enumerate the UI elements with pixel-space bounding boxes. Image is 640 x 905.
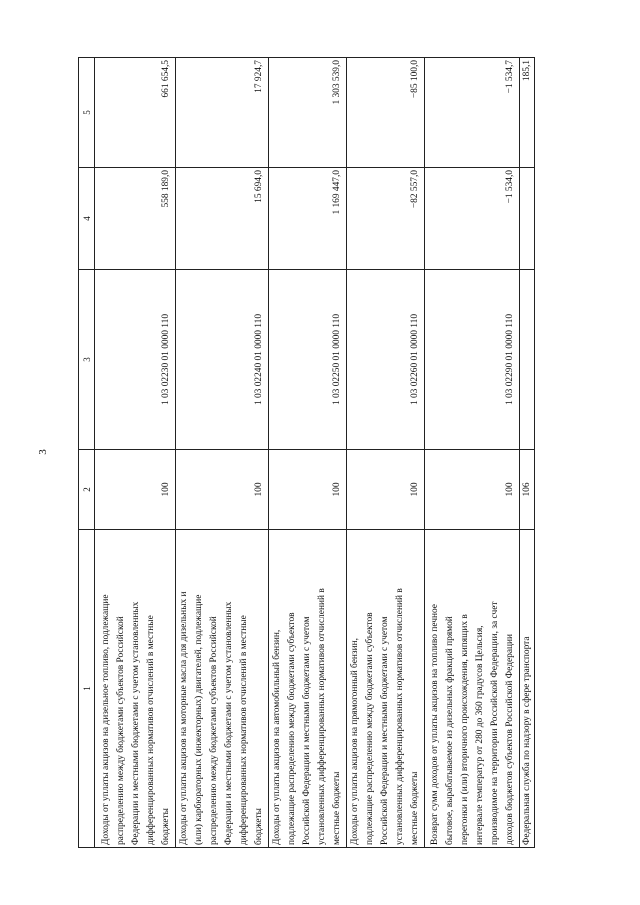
description-line: Федерации и местными бюджетами с учетом установленных [224,601,234,845]
header-row [79,58,95,848]
description-line: местные бюджеты [410,771,420,845]
header-cell: 5 [79,58,95,168]
table-row [347,58,425,848]
value-col5-cell: 185,1 [520,58,535,168]
kbk-cell: 1 03 02290 01 0000 110 [425,270,520,450]
page-number: 3 [37,449,49,455]
value-col5-cell: −1 534,7 [425,58,520,168]
header-cell: 3 [79,270,95,450]
description-line: Российской Федерации и местными бюджетами с учетом [380,616,390,845]
description-line: производимое на территории Российской Федерации, за счет [490,601,500,845]
value-col4-cell: −1 534,0 [425,168,520,270]
description-line: доходов бюджетов субъектов Российской Федерации [505,633,515,845]
admin-code-cell: 106 [520,450,535,530]
admin-code-cell: 100 [347,450,425,530]
admin-code-cell: 100 [269,450,347,530]
description-line: установленных дифференцированных нормативов отчислений в [317,588,327,845]
value-col4-cell [520,168,535,270]
description-line: Доходы от уплаты акцизов на автомобильный бензин, [272,629,282,845]
description-line: Российской Федерации и местными бюджетами с учетом [302,616,312,845]
description-line: перегонки и (или) вторичного происхождения, кипящих в [460,614,470,845]
description-line: распределению между бюджетами субъектов Российской [116,616,126,845]
description-cell [269,530,347,848]
admin-code-cell: 100 [425,450,520,530]
description-cell [520,530,535,848]
description-line: дифференцированных нормативов отчислений в местные [239,615,249,845]
table-row [520,58,535,848]
value-col4-cell: −82 557,0 [347,168,425,270]
value-col5-cell: −85 100,0 [347,58,425,168]
value-col4-cell: 558 189,0 [95,168,176,270]
description-line: подлежащие распределению между бюджетами субъектов [365,612,375,845]
description-line: интервале температур от 280 до 360 градусов Цельсия, [475,625,485,845]
description-cell [95,530,176,848]
value-col5-cell: 17 924,7 [176,58,269,168]
admin-code-cell: 100 [176,450,269,530]
kbk-cell: 1 03 02230 01 0000 110 [95,270,176,450]
value-col5-cell: 1 303 539,0 [269,58,347,168]
header-cell: 1 [79,530,95,848]
value-col4-cell: 15 694,0 [176,168,269,270]
header-cell: 2 [79,450,95,530]
header-cell: 4 [79,168,95,270]
description-cell [176,530,269,848]
description-cell [347,530,425,848]
table-row [95,58,176,848]
description-line: бытовое, вырабатываемое из дизельных фракций прямой [445,616,455,845]
description-line: Возврат сумм доходов от уплаты акцизов на топливо печное [430,604,440,845]
description-line: дифференцированных нормативов отчислений в местные [146,615,156,845]
kbk-cell: 1 03 02250 01 0000 110 [269,270,347,450]
kbk-cell [520,270,535,450]
description-line: Доходы от уплаты акцизов на прямогонный бензин, [350,638,360,845]
kbk-cell: 1 03 02260 01 0000 110 [347,270,425,450]
description-line: (или) карбюраторных (инжекторных) двигателей, подлежащие [194,594,204,845]
description-line: Доходы от уплаты акцизов на дизельное топливо, подлежащие [101,594,111,845]
description-line: Доходы от уплаты акцизов на моторные масла для дизельных и [179,591,189,845]
description-line: установленных дифференцированных нормативов отчислений в [395,588,405,845]
rotated-table-container [78,58,586,848]
description-line: Федеральная служба по надзору в сфере транспорта [522,636,532,845]
kbk-cell: 1 03 02240 01 0000 110 [176,270,269,450]
revenue-table [78,57,535,848]
description-line: подлежащие распределению между бюджетами субъектов [287,612,297,845]
description-line: бюджеты [254,808,264,845]
description-line: распределению между бюджетами субъектов Российской [209,616,219,845]
table-row [269,58,347,848]
admin-code-cell: 100 [95,450,176,530]
description-line: бюджеты [161,808,171,845]
description-line: Федерации и местными бюджетами с учетом установленных [131,601,141,845]
description-line: местные бюджеты [332,771,342,845]
value-col4-cell: 1 169 447,0 [269,168,347,270]
description-cell [425,530,520,848]
table-row [425,58,520,848]
value-col5-cell: 661 654,5 [95,58,176,168]
table-row [176,58,269,848]
